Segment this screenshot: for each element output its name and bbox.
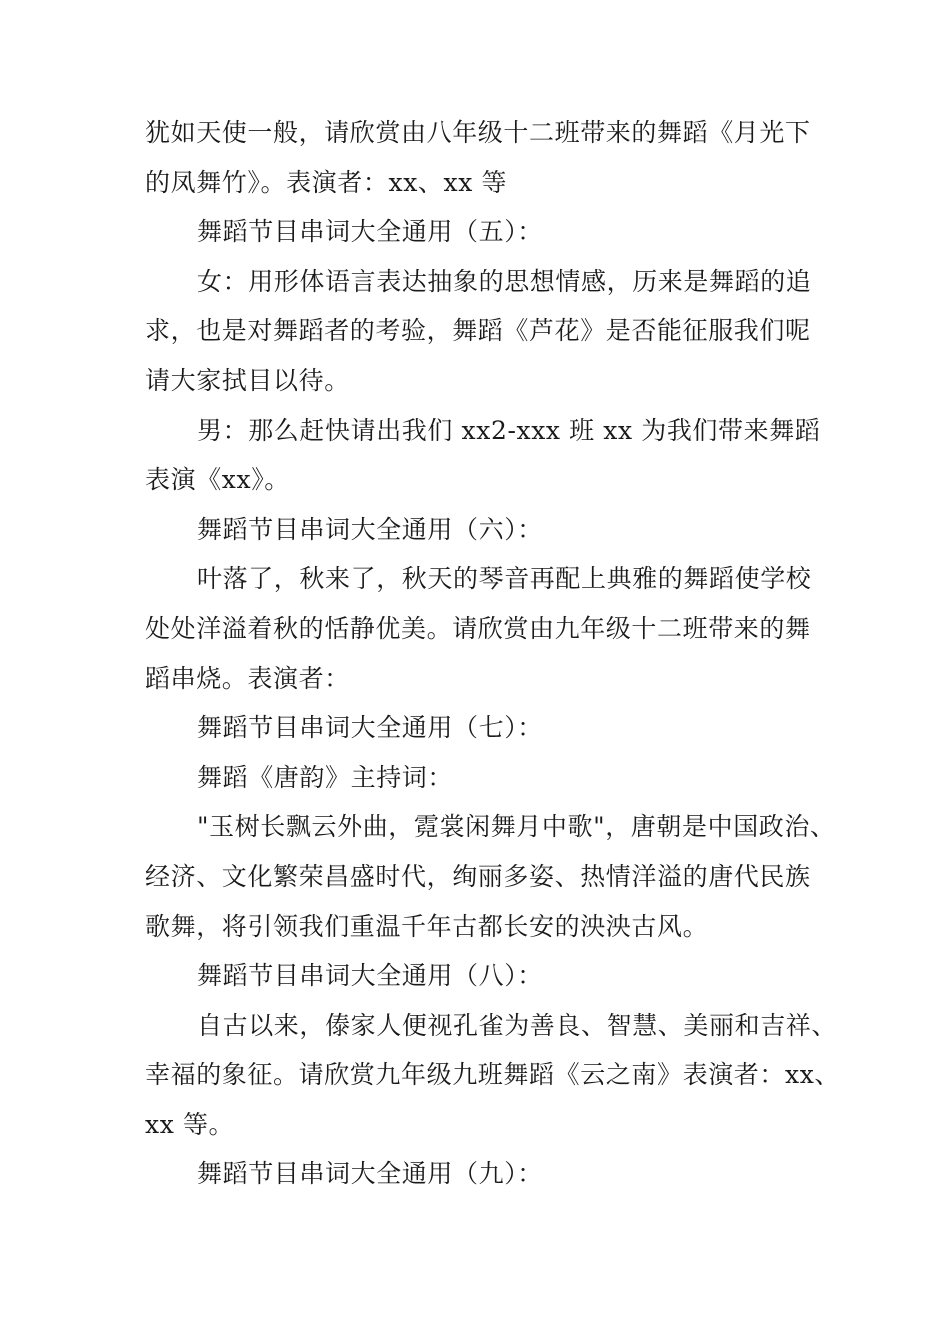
section-heading-5: 舞蹈节目串词大全通用（五）： xyxy=(197,217,543,247)
section-heading-7: 舞蹈节目串词大全通用（七）： xyxy=(197,713,543,743)
text-line: 叶落了，秋来了，秋天的琴音再配上典雅的舞蹈使学校 xyxy=(197,564,812,594)
text-line: 犹如天使一般，请欣赏由八年级十二班带来的舞蹈《月光下 xyxy=(145,118,811,147)
text-line: 请大家拭目以待。 xyxy=(145,365,350,395)
text-line: 自古以来，傣家人便视孔雀为善良、智慧、美丽和吉祥、 xyxy=(197,1010,838,1040)
text-line: 处处洋溢着秋的恬静优美。请欣赏由九年级十二班带来的舞 xyxy=(145,613,811,643)
text-line: 幸福的象征。请欣赏九年级九班舞蹈《云之南》表演者：xx、 xyxy=(145,1060,841,1090)
text-line: 表演《xx》。 xyxy=(145,465,290,495)
text-line: 蹈串烧。表演者： xyxy=(145,663,350,693)
text-line: 舞蹈《唐韵》主持词： xyxy=(197,762,454,792)
text-line: 歌舞，将引领我们重温千年古都长安的泱泱古风。 xyxy=(145,911,709,941)
text-line: 女：用形体语言表达抽象的思想情感，历来是舞蹈的追 xyxy=(197,266,812,296)
text-line: xx 等。 xyxy=(145,1109,235,1139)
text-line: 的凤舞竹》。表演者：xx、xx 等 xyxy=(145,167,508,197)
text-line: "玉树长飘云外曲，霓裳闲舞月中歌"，唐朝是中国政治、 xyxy=(197,812,836,842)
text-line: 男：那么赶快请出我们 xx2-xxx 班 xx 为我们带来舞蹈 xyxy=(197,415,821,445)
text-line: 经济、文化繁荣昌盛时代，绚丽多姿、热情洋溢的唐代民族 xyxy=(145,861,811,891)
text-line: 求，也是对舞蹈者的考验，舞蹈《芦花》是否能征服我们呢 xyxy=(145,316,811,346)
section-heading-6: 舞蹈节目串词大全通用（六）： xyxy=(197,514,543,544)
section-heading-8: 舞蹈节目串词大全通用（八）： xyxy=(197,961,543,991)
section-heading-9: 舞蹈节目串词大全通用（九）： xyxy=(197,1159,543,1189)
document-body xyxy=(145,108,841,1199)
